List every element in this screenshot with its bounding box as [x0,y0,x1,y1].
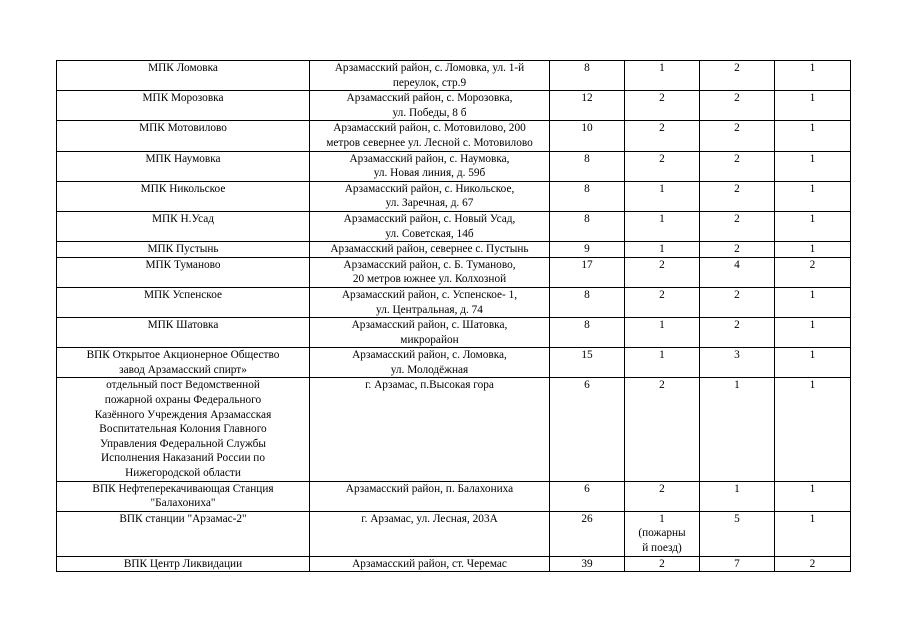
count-cell: 2 [700,121,775,151]
address-cell: Арзамасский район, с. Морозовка, ул. Победы, 8 б [310,91,550,121]
unit-name-cell: ВПК Центр Ликвидации [57,556,310,572]
table-row [57,348,851,378]
table-row [57,181,851,211]
address-cell: Арзамасский район, с. Б. Туманово, 20 метров южнее ул. Колхозной [310,257,550,287]
unit-name-cell: МПК Никольское [57,181,310,211]
count-cell: 1 [775,181,851,211]
count-cell: 1 [775,242,851,258]
unit-name-cell: МПК Ломовка [57,61,310,91]
count-cell: 8 [550,61,625,91]
count-cell: 2 [700,318,775,348]
count-cell: 2 [700,181,775,211]
count-cell: 1 [625,211,700,241]
count-cell: 2 [775,556,851,572]
count-cell: 1 [625,348,700,378]
count-cell: 8 [550,211,625,241]
address-cell: Арзамасский район, ст. Черемас [310,556,550,572]
table-row [57,556,851,572]
count-cell: 1 [625,181,700,211]
count-cell: 2 [625,556,700,572]
count-cell: 8 [550,151,625,181]
count-cell: 1 [775,481,851,511]
address-cell: Арзамасский район, п. Балахониха [310,481,550,511]
unit-name-cell: ВПК Нефтеперекачивающая Станция "Балахониха" [57,481,310,511]
count-cell: 17 [550,257,625,287]
count-cell: 1 [775,91,851,121]
count-cell: 8 [550,318,625,348]
count-cell: 3 [700,348,775,378]
count-cell: 2 [625,257,700,287]
address-cell: Арзамасский район, с. Ломовка, ул. 1-й переулок, стр.9 [310,61,550,91]
table-row [57,242,851,258]
count-cell: 8 [550,287,625,317]
count-cell: 2 [700,287,775,317]
count-cell: 1 [625,61,700,91]
count-cell: 2 [625,287,700,317]
count-cell: 2 [700,151,775,181]
count-cell: 2 [625,378,700,481]
address-cell: Арзамасский район, с. Шатовка, микрорайон [310,318,550,348]
address-cell: Арзамасский район, с. Ломовка, ул. Молодёжная [310,348,550,378]
table-row [57,211,851,241]
count-cell: 9 [550,242,625,258]
count-cell: 2 [700,61,775,91]
count-cell: 1 [775,121,851,151]
address-cell: г. Арзамас, п.Высокая гора [310,378,550,481]
count-cell: 15 [550,348,625,378]
count-cell: 1 [625,318,700,348]
table-row [57,481,851,511]
unit-name-cell: МПК Успенское [57,287,310,317]
table-row [57,91,851,121]
count-cell: 2 [625,121,700,151]
address-cell: г. Арзамас, ул. Лесная, 203А [310,511,550,556]
count-cell: 2 [775,257,851,287]
count-cell: 10 [550,121,625,151]
address-cell: Арзамасский район, с. Успенское- 1, ул. Центральная, д. 74 [310,287,550,317]
unit-name-cell: МПК Морозовка [57,91,310,121]
table-row [57,257,851,287]
address-cell: Арзамасский район, севернее с. Пустынь [310,242,550,258]
fire-units-table [56,60,851,572]
address-cell: Арзамасский район, с. Наумовка, ул. Новая линия, д. 59б [310,151,550,181]
count-cell: 2 [625,151,700,181]
unit-name-cell: МПК Шатовка [57,318,310,348]
table-row [57,287,851,317]
table-row [57,121,851,151]
count-cell: 2 [700,91,775,121]
count-cell: 1 [775,287,851,317]
count-cell: 8 [550,181,625,211]
unit-name-cell: МПК Туманово [57,257,310,287]
count-cell: 4 [700,257,775,287]
count-cell: 1 (пожарны й поезд) [625,511,700,556]
table-row [57,511,851,556]
count-cell: 1 [700,481,775,511]
unit-name-cell: отдельный пост Ведомственной пожарной охраны Федерального Казённого Учреждения Арзамасская Воспитательная Колония Главного Управления Федеральной Службы Исполнения Наказаний России по Нижегородской области [57,378,310,481]
count-cell: 1 [775,348,851,378]
count-cell: 1 [775,211,851,241]
count-cell: 1 [775,318,851,348]
table-row [57,318,851,348]
count-cell: 2 [625,481,700,511]
table-row [57,378,851,481]
count-cell: 6 [550,481,625,511]
unit-name-cell: ВПК Открытое Акционерное Общество завод Арзамасский спирт» [57,348,310,378]
count-cell: 1 [775,511,851,556]
unit-name-cell: МПК Пустынь [57,242,310,258]
address-cell: Арзамасский район, с. Новый Усад, ул. Советская, 14б [310,211,550,241]
address-cell: Арзамасский район, с. Мотовилово, 200 метров севернее ул. Лесной с. Мотовилово [310,121,550,151]
unit-name-cell: МПК Н.Усад [57,211,310,241]
count-cell: 2 [700,242,775,258]
count-cell: 26 [550,511,625,556]
count-cell: 7 [700,556,775,572]
count-cell: 1 [775,378,851,481]
table-body [57,61,851,572]
unit-name-cell: МПК Мотовилово [57,121,310,151]
unit-name-cell: МПК Наумовка [57,151,310,181]
unit-name-cell: ВПК станции "Арзамас-2" [57,511,310,556]
count-cell: 1 [775,151,851,181]
count-cell: 1 [700,378,775,481]
count-cell: 2 [625,91,700,121]
count-cell: 1 [775,61,851,91]
count-cell: 39 [550,556,625,572]
count-cell: 5 [700,511,775,556]
count-cell: 2 [700,211,775,241]
table-row [57,61,851,91]
count-cell: 12 [550,91,625,121]
count-cell: 6 [550,378,625,481]
table-row [57,151,851,181]
address-cell: Арзамасский район, с. Никольское, ул. Заречная, д. 67 [310,181,550,211]
count-cell: 1 [625,242,700,258]
